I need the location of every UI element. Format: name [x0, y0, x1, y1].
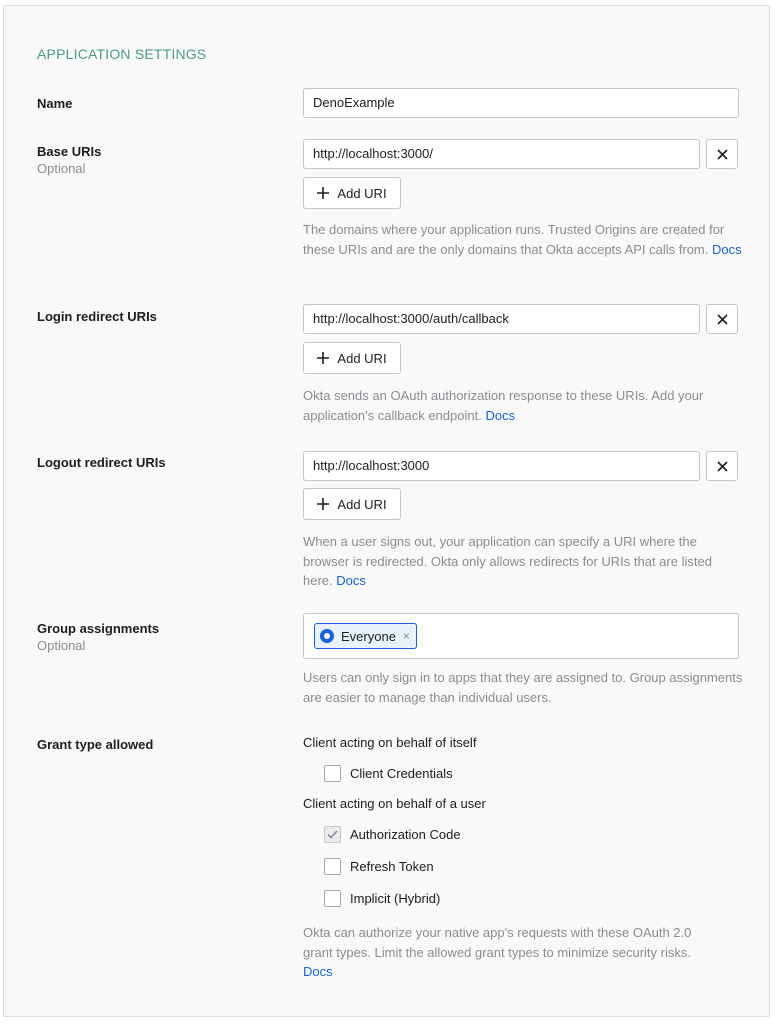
logout-redirect-help-text: When a user signs out, your application can specify a URI where the browser is redirected. Okta only allows redirects for URIs that are listed here.: [303, 534, 712, 588]
remove-login-redirect-button[interactable]: [706, 304, 738, 334]
grant-type-help: [303, 923, 723, 982]
base-uris-label: Base URIs: [37, 144, 102, 159]
group-chip-everyone[interactable]: [314, 623, 417, 649]
login-redirect-help-text: Okta sends an OAuth authorization response to these URIs. Add your application's callback endpoint.: [303, 388, 704, 423]
base-uri-input[interactable]: http://localhost:3000/: [303, 139, 700, 169]
base-uris-help: [303, 220, 743, 259]
base-uris-optional: Optional: [37, 161, 86, 176]
remove-base-uri-button[interactable]: [706, 139, 738, 169]
name-input[interactable]: DenoExample: [303, 88, 739, 118]
group-assignments-optional: Optional: [37, 638, 86, 653]
login-redirect-docs-link[interactable]: Docs: [485, 407, 516, 423]
application-settings-panel: [3, 5, 770, 1017]
group-assignments-label: Group assignments: [37, 621, 160, 636]
implicit-label: Implicit (Hybrid): [350, 891, 441, 906]
base-uris-docs-link[interactable]: Docs: [712, 241, 742, 257]
logout-redirect-help: [303, 532, 743, 591]
add-base-uri-button[interactable]: [303, 177, 401, 209]
logout-redirect-label: Logout redirect URIs: [37, 455, 166, 470]
add-login-redirect-button[interactable]: [303, 342, 401, 374]
close-icon: [717, 461, 728, 472]
chip-remove-icon[interactable]: ×: [402, 629, 410, 643]
refresh-token-label: Refresh Token: [350, 859, 434, 874]
remove-logout-redirect-button[interactable]: [706, 451, 738, 481]
client-credentials-option[interactable]: [324, 765, 453, 782]
grant-type-help-text: Okta can authorize your native app's requests with these OAuth 2.0 grant types. Limit the allowed grant types to minimize security risks.: [303, 925, 692, 960]
client-credentials-label: Client Credentials: [350, 766, 453, 781]
login-redirect-input[interactable]: http://localhost:3000/auth/callback: [303, 304, 700, 334]
grant-type-label: Grant type allowed: [37, 737, 154, 752]
group-icon: [320, 629, 334, 643]
add-logout-redirect-button[interactable]: [303, 488, 401, 520]
group-chip-label: Everyone: [341, 628, 396, 644]
logout-redirect-input[interactable]: http://localhost:3000: [303, 451, 700, 481]
logout-redirect-docs-link[interactable]: Docs: [336, 573, 366, 588]
implicit-checkbox[interactable]: [324, 890, 341, 907]
close-icon: [717, 314, 728, 325]
group-assignments-help: Users can only sign in to apps that they are assigned to. Group assignments are easier to manage than individual users.: [303, 670, 743, 705]
checkmark-icon: [327, 830, 338, 839]
section-title: APPLICATION SETTINGS: [37, 46, 207, 62]
plus-icon: [317, 352, 329, 364]
close-icon: [717, 149, 728, 160]
name-label: Name: [37, 96, 73, 111]
implicit-option[interactable]: [324, 890, 440, 907]
authorization-code-label: Authorization Code: [350, 827, 461, 842]
add-uri-label: Add URI: [337, 350, 387, 366]
authorization-code-checkbox[interactable]: [324, 826, 341, 843]
plus-icon: [317, 498, 329, 510]
plus-icon: [317, 187, 329, 199]
base-uris-help-text: The domains where your application runs. Trusted Origins are created for these URIs and are the only domains that Okta accepts API calls from.: [303, 222, 725, 257]
add-uri-label: Add URI: [337, 185, 387, 201]
grant-type-docs-link[interactable]: Docs: [303, 964, 333, 979]
client-credentials-checkbox[interactable]: [324, 765, 341, 782]
add-uri-label: Add URI: [337, 496, 387, 512]
authorization-code-option[interactable]: [324, 826, 461, 843]
group-assignments-input[interactable]: [303, 613, 739, 659]
user-heading: Client acting on behalf of a user: [303, 796, 486, 811]
login-redirect-label: Login redirect URIs: [37, 309, 157, 324]
login-redirect-help: [303, 386, 743, 425]
self-heading: Client acting on behalf of itself: [303, 735, 477, 750]
refresh-token-option[interactable]: [324, 858, 434, 875]
refresh-token-checkbox[interactable]: [324, 858, 341, 875]
